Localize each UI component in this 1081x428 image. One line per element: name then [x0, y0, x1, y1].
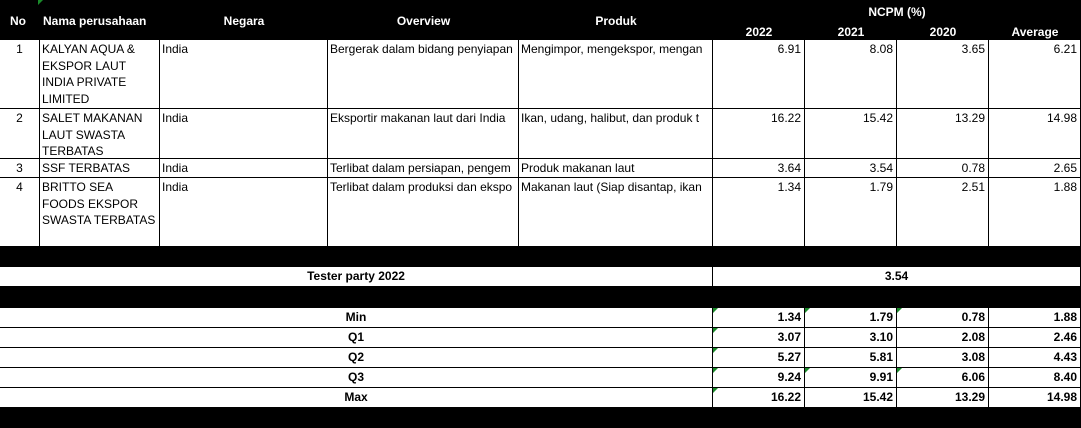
ncpm-2020[interactable]: 2.51	[897, 178, 989, 247]
green-corner-indicator	[713, 348, 718, 353]
ncpm-2020[interactable]: 3.65	[897, 40, 989, 109]
stat-2021[interactable]: 3.10	[805, 328, 897, 348]
tester-label[interactable]: Tester party 2022	[0, 267, 713, 287]
product[interactable]: Produk makanan laut	[519, 159, 713, 178]
ncpm-2022[interactable]: 1.34	[713, 178, 805, 247]
header-band	[0, 0, 1081, 40]
stat-2022[interactable]: 3.07	[713, 328, 805, 348]
company-name[interactable]: SALET MAKANAN LAUT SWASTA TERBATAS	[40, 109, 160, 159]
separator-band	[0, 247, 1081, 267]
col-header-country: Negara	[223, 14, 265, 28]
stat-2022[interactable]: 5.27	[713, 348, 805, 368]
country[interactable]: India	[160, 109, 328, 159]
overview[interactable]: Eksportir makanan laut dari India	[328, 109, 519, 159]
col-header-overview: Overview	[396, 14, 451, 28]
stat-2020[interactable]: 2.08	[897, 328, 989, 348]
stat-average[interactable]: 2.46	[989, 328, 1081, 348]
stat-2021[interactable]: 9.91	[805, 368, 897, 388]
row-number[interactable]: 2	[0, 109, 40, 159]
ncpm-average[interactable]: 14.98	[989, 109, 1081, 159]
stat-label[interactable]: Q1	[0, 328, 713, 348]
col-header-2022: 2022	[745, 25, 773, 39]
stat-label[interactable]: Max	[0, 388, 713, 408]
ncpm-average[interactable]: 1.88	[989, 178, 1081, 247]
stat-average[interactable]: 14.98	[989, 388, 1081, 408]
stat-2020[interactable]: 0.78	[897, 308, 989, 328]
col-header-no: No	[10, 14, 26, 28]
col-header-ncpm: NCPM (%)	[868, 5, 926, 19]
bottom-band	[0, 408, 1081, 428]
green-corner-indicator	[805, 308, 810, 313]
stat-2021[interactable]: 1.79	[805, 308, 897, 328]
stat-2022[interactable]: 1.34	[713, 308, 805, 328]
ncpm-2022[interactable]: 6.91	[713, 40, 805, 109]
stat-2021[interactable]: 15.42	[805, 388, 897, 408]
row-number[interactable]: 1	[0, 40, 40, 109]
product[interactable]: Mengimpor, mengekspor, mengan	[519, 40, 713, 109]
stat-2020[interactable]: 6.06	[897, 368, 989, 388]
col-header-2020: 2020	[929, 25, 957, 39]
product[interactable]: Ikan, udang, halibut, dan produk t	[519, 109, 713, 159]
stat-2020[interactable]: 3.08	[897, 348, 989, 368]
product[interactable]: Makanan laut (Siap disantap, ikan	[519, 178, 713, 247]
company-name[interactable]: SSF TERBATAS	[40, 159, 160, 178]
col-header-average: Average	[1011, 25, 1059, 39]
overview[interactable]: Terlibat dalam persiapan, pengem	[328, 159, 519, 178]
stat-average[interactable]: 1.88	[989, 308, 1081, 328]
green-corner-indicator	[713, 388, 718, 393]
ncpm-2020[interactable]: 0.78	[897, 159, 989, 178]
company-name[interactable]: KALYAN AQUA & EKSPOR LAUT INDIA PRIVATE LIMITED	[40, 40, 160, 109]
ncpm-2022[interactable]: 3.64	[713, 159, 805, 178]
row-number[interactable]: 4	[0, 178, 40, 247]
green-corner-indicator	[38, 0, 43, 5]
ncpm-average[interactable]: 6.21	[989, 40, 1081, 109]
green-corner-indicator	[713, 308, 718, 313]
ncpm-2021[interactable]: 15.42	[805, 109, 897, 159]
overview[interactable]: Terlibat dalam produksi dan ekspo	[328, 178, 519, 247]
stat-average[interactable]: 4.43	[989, 348, 1081, 368]
country[interactable]: India	[160, 178, 328, 247]
row-number[interactable]: 3	[0, 159, 40, 178]
tester-value[interactable]: 3.54	[713, 267, 1081, 287]
ncpm-2020[interactable]: 13.29	[897, 109, 989, 159]
green-corner-indicator	[897, 368, 902, 373]
stat-2021[interactable]: 5.81	[805, 348, 897, 368]
stat-label[interactable]: Min	[0, 308, 713, 328]
overview[interactable]: Bergerak dalam bidang penyiapan	[328, 40, 519, 109]
stat-label[interactable]: Q2	[0, 348, 713, 368]
company-name[interactable]: BRITTO SEA FOODS EKSPOR SWASTA TERBATAS	[40, 178, 160, 247]
stat-2022[interactable]: 9.24	[713, 368, 805, 388]
country[interactable]: India	[160, 159, 328, 178]
ncpm-average[interactable]: 2.65	[989, 159, 1081, 178]
col-header-company: Nama perusahaan	[43, 14, 147, 28]
stat-2020[interactable]: 13.29	[897, 388, 989, 408]
ncpm-2021[interactable]: 3.54	[805, 159, 897, 178]
col-header-2021: 2021	[837, 25, 865, 39]
separator-band	[0, 287, 1081, 308]
ncpm-2022[interactable]: 16.22	[713, 109, 805, 159]
green-corner-indicator	[805, 368, 810, 373]
ncpm-2021[interactable]: 8.08	[805, 40, 897, 109]
stat-label[interactable]: Q3	[0, 368, 713, 388]
col-header-product: Produk	[595, 14, 637, 28]
stat-2022[interactable]: 16.22	[713, 388, 805, 408]
green-corner-indicator	[713, 328, 718, 333]
green-corner-indicator	[713, 368, 718, 373]
country[interactable]: India	[160, 40, 328, 109]
ncpm-2021[interactable]: 1.79	[805, 178, 897, 247]
green-corner-indicator	[897, 308, 902, 313]
stat-average[interactable]: 8.40	[989, 368, 1081, 388]
